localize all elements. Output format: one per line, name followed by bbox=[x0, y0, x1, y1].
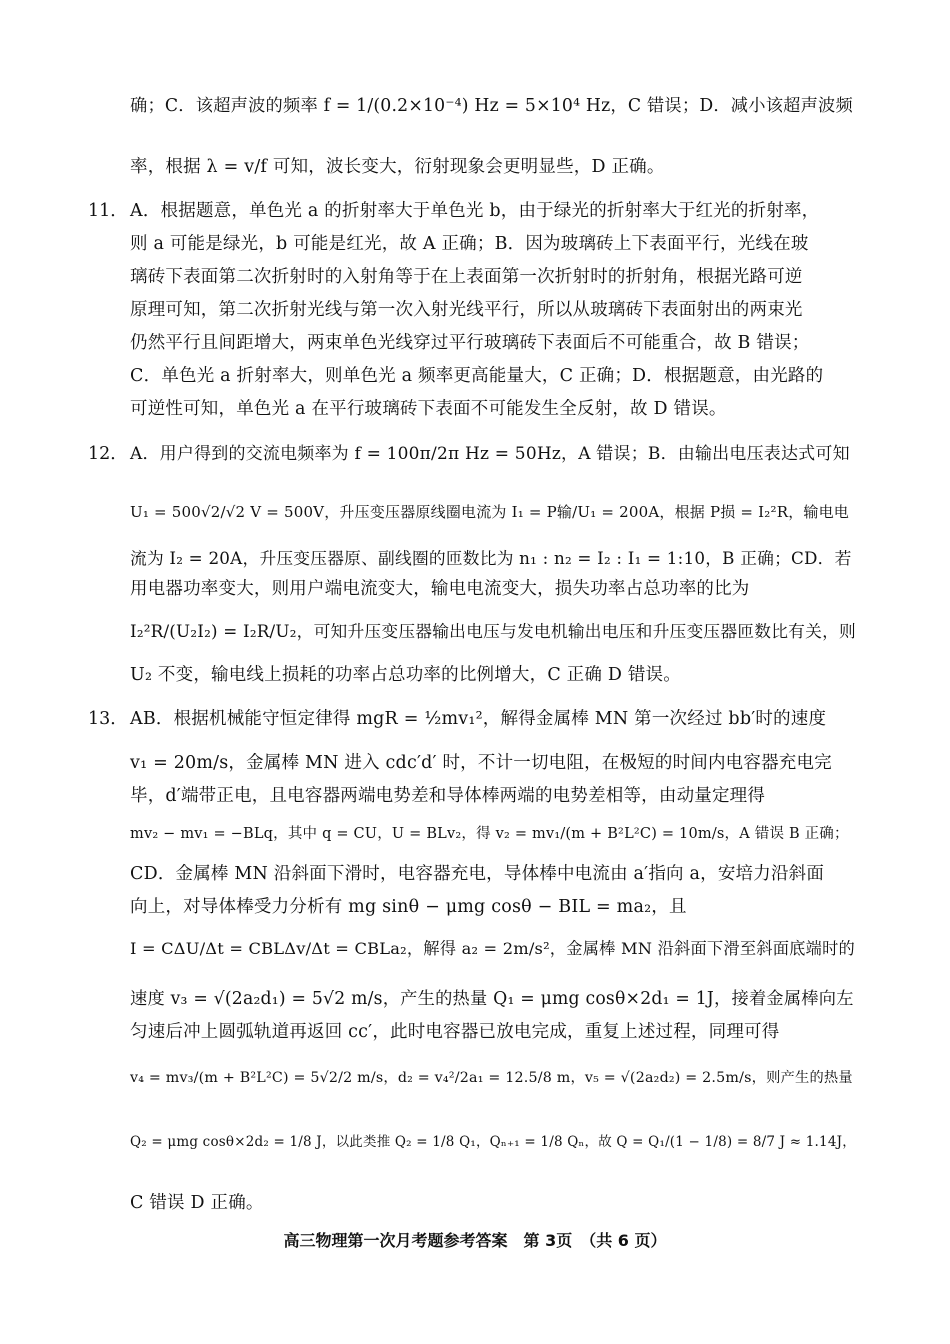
text-line: 则 a 可能是绿光，b 可能是红光，故 A 正确；B．因为玻璃砖上下表面平行，光线在玻 bbox=[130, 234, 809, 254]
text-line: 匀速后冲上圆弧轨道再返回 cc′，此时电容器已放电完成，重复上述过程，同理可得 bbox=[130, 1022, 780, 1042]
text-line: 率，根据 λ = v/f 可知，波长变大，衍射现象会更明显些，D 正确。 bbox=[130, 157, 665, 177]
question-number: 11． bbox=[88, 201, 128, 221]
text-line: 向上，对导体棒受力分析有 mg sinθ − μmg cosθ − BIL = ma₂，且 bbox=[130, 897, 687, 917]
text-line: v₁ = 20m/s，金属棒 MN 进入 cdc′d′ 时，不计一切电阻，在极短的时间内电容器充电完 bbox=[130, 753, 832, 773]
text-line: mv₂ − mv₁ = −BLq，其中 q = CU，U = BLv₂，得 v₂ = mv₁/(m + B²L²C) = 10m/s，A 错误 B 正确； bbox=[130, 826, 849, 842]
text-line: 可逆性可知，单色光 a 在平行玻璃砖下表面不可能发生全反射，故 D 错误。 bbox=[130, 399, 727, 419]
text-line: 用电器功率变大，则用户端电流变大，输电电流变大，损失功率占总功率的比为 bbox=[130, 579, 750, 599]
page-footer: 高三物理第一次月考题参考答案 第 3页 （共 6 页） bbox=[283, 1231, 667, 1250]
text-line: C．单色光 a 折射率大，则单色光 a 频率更高能量大，C 正确；D．根据题意，由光路的 bbox=[130, 366, 824, 386]
text-line: I₂²R/(U₂I₂) = I₂R/U₂，可知升压变压器输出电压与发电机输出电压和升压变压器匝数比有关，则 bbox=[130, 621, 856, 641]
text-line: v₄ = mv₃/(m + B²L²C) = 5√2/2 m/s，d₂ = v₄²/2a₁ = 12.5/8 m，v₅ = √(2a₂d₂) = 2.5m/s，则产生的热量 bbox=[130, 1070, 853, 1086]
text-line: C 错误 D 正确。 bbox=[130, 1193, 264, 1213]
text-line: 速度 v₃ = √(2a₂d₁) = 5√2 m/s，产生的热量 Q₁ = μmg cosθ×2d₁ = 1J，接着金属棒向左 bbox=[130, 989, 854, 1009]
text-line: 确；C．该超声波的频率 f = 1/(0.2×10⁻⁴) Hz = 5×10⁴ Hz，C 错误；D．减小该超声波频 bbox=[130, 96, 853, 116]
text-line: Q₂ = μmg cosθ×2d₂ = 1/8 J，以此类推 Q₂ = 1/8 Q₁，Qₙ₊₁ = 1/8 Qₙ，故 Q = Q₁/(1 − 1/8) = 8/7 J ≈ 1.14J， bbox=[130, 1134, 856, 1150]
text-line: AB．根据机械能守恒定律得 mgR = ½mv₁²，解得金属棒 MN 第一次经过 bb′时的速度 bbox=[130, 709, 827, 729]
text-line: U₁ = 500√2/√2 V = 500V，升压变压器原线圈电流为 I₁ = P输/U₁ = 200A，根据 P损 = I₂²R，输电电 bbox=[130, 503, 850, 521]
question-number: 13． bbox=[88, 709, 128, 729]
question-number: 12． bbox=[88, 444, 128, 464]
text-line: 璃砖下表面第二次折射时的入射角等于在上表面第一次折射时的折射角，根据光路可逆 bbox=[130, 267, 803, 287]
text-line: A．根据题意，单色光 a 的折射率大于单色光 b，由于绿光的折射率大于红光的折射率， bbox=[130, 201, 820, 221]
text-line: U₂ 不变，输电线上损耗的功率占总功率的比例增大，C 正确 D 错误。 bbox=[130, 665, 681, 685]
text-line: I = CΔU/Δt = CBLΔv/Δt = CBLa₂，解得 a₂ = 2m/s²，金属棒 MN 沿斜面下滑至斜面底端时的 bbox=[130, 939, 855, 958]
text-line: CD．金属棒 MN 沿斜面下滑时，电容器充电，导体棒中电流由 a′指向 a，安培力沿斜面 bbox=[130, 864, 825, 884]
text-line: 毕，d′端带正电，且电容器两端电势差和导体棒两端的电势差相等，由动量定理得 bbox=[130, 786, 766, 806]
text-line: 仍然平行且间距增大，两束单色光线穿过平行玻璃砖下表面后不可能重合，故 B 错误； bbox=[130, 333, 810, 353]
text-line: A．用户得到的交流电频率为 f = 100π/2π Hz = 50Hz，A 错误；B．由输出电压表达式可知 bbox=[130, 444, 850, 464]
text-line: 流为 I₂ = 20A，升压变压器原、副线圈的匝数比为 n₁ : n₂ = I₂ : I₁ = 1:10，B 正确；CD．若 bbox=[130, 548, 852, 568]
text-line: 原理可知，第二次折射光线与第一次入射光线平行，所以从玻璃砖下表面射出的两束光 bbox=[130, 300, 803, 320]
